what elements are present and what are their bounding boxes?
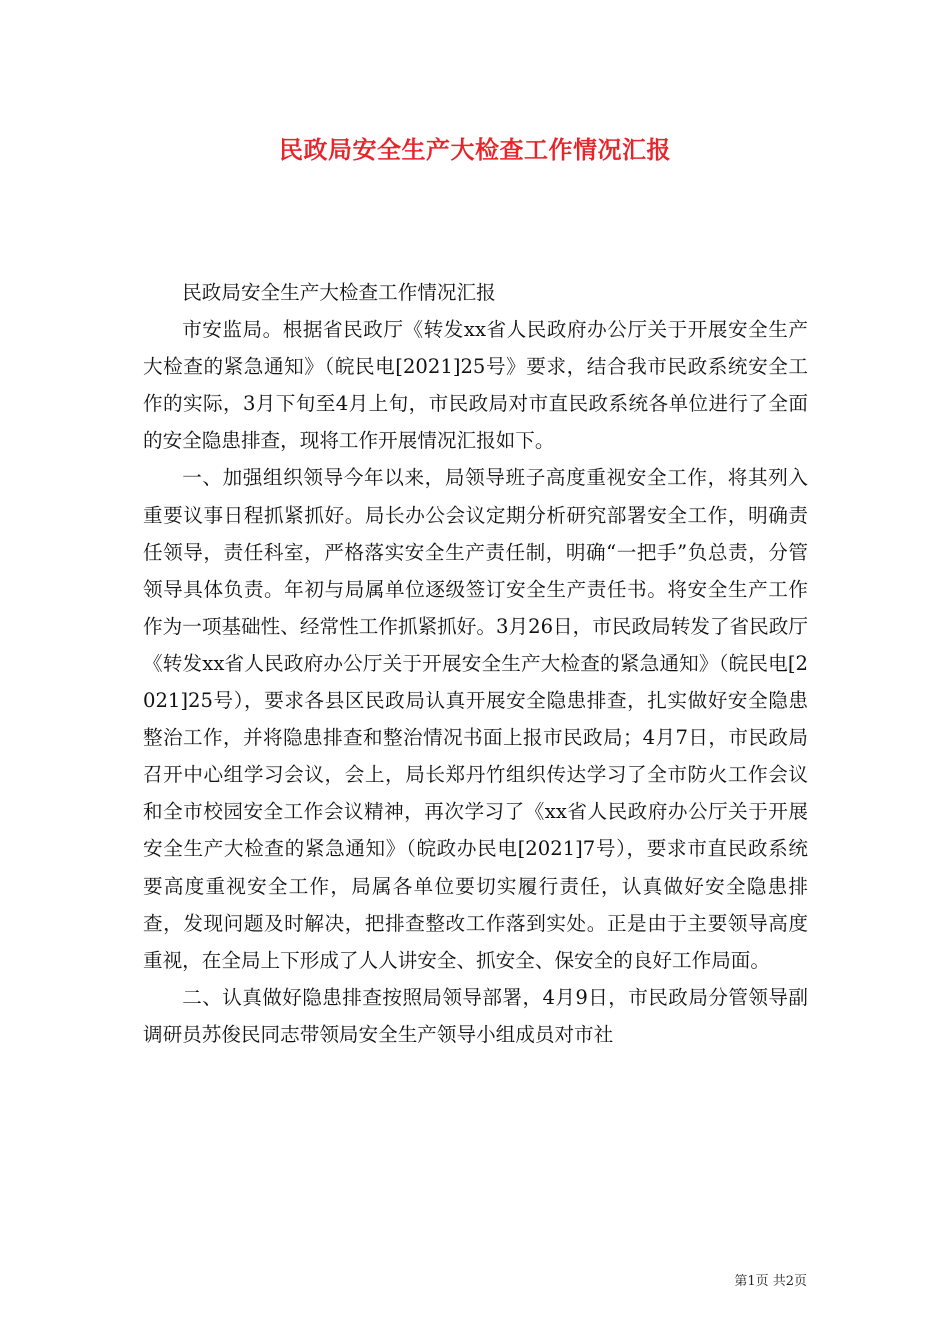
page-number-footer: 第1页 共2页 [734,1274,807,1289]
paragraph-heading: 民政局安全生产大检查工作情况汇报 [182,281,496,304]
paragraph-section-2: 二、认真做好隐患排查按照局领导部署，4月9日，市民政局分管领导副调研员苏俊民同志带领局安全生产领导小组成员对市社 [143,985,808,1046]
document-title: 民政局安全生产大检查工作情况汇报 [279,135,671,164]
paragraph-section-1: 一、加强组织领导今年以来，局领导班子高度重视安全工作，将其列入重要议事日程抓紧抓好。局长办公会议定期分析研究部署安全工作，明确责任领导，责任科室，严格落实安全生产责任制，明确“一把手”负总责，分管领导具体负责。年初与局属单位逐级签订安全生产责任书。将安全生产工作作为一项基础性、经常性工作抓紧抓好。3月26日，市民政局转发了省民政厅《转发xx省人民政府办公厅关于开展安全生产大检查的紧急通知》（皖民电[2021]25号），要求各县区民政局认真开展安全隐患排查，扎实做好安全隐患整治工作，并将隐患排查和整治情况书面上报市民政局；4月7日，市民政局召开中心组学习会议，会上，局长郑丹竹组织传达学习了全市防火工作会议和全市校园安全工作会议精神，再次学习了《xx省人民政府办公厅关于开展安全生产大检查的紧急通知》（皖政办民电[2021]7号），要求市直民政系统要高度重视安全工作，局属各单位要切实履行责任，认真做好安全隐患排查，发现问题及时解决，把排查整改工作落到实处。正是由于主要领导高度重视，在全局上下形成了人人讲安全、抓安全、保安全的良好工作局面。 [143,466,808,972]
document-body [143,274,808,1053]
paragraph-intro: 市安监局。根据省民政厅《转发xx省人民政府办公厅关于开展安全生产大检查的紧急通知》（皖民电[2021]25号》要求，结合我市民政系统安全工作的实际，3月下旬至4月上旬，市民政局对市直民政系统各单位进行了全面的安全隐患排查，现将工作开展情况汇报如下。 [143,318,808,453]
